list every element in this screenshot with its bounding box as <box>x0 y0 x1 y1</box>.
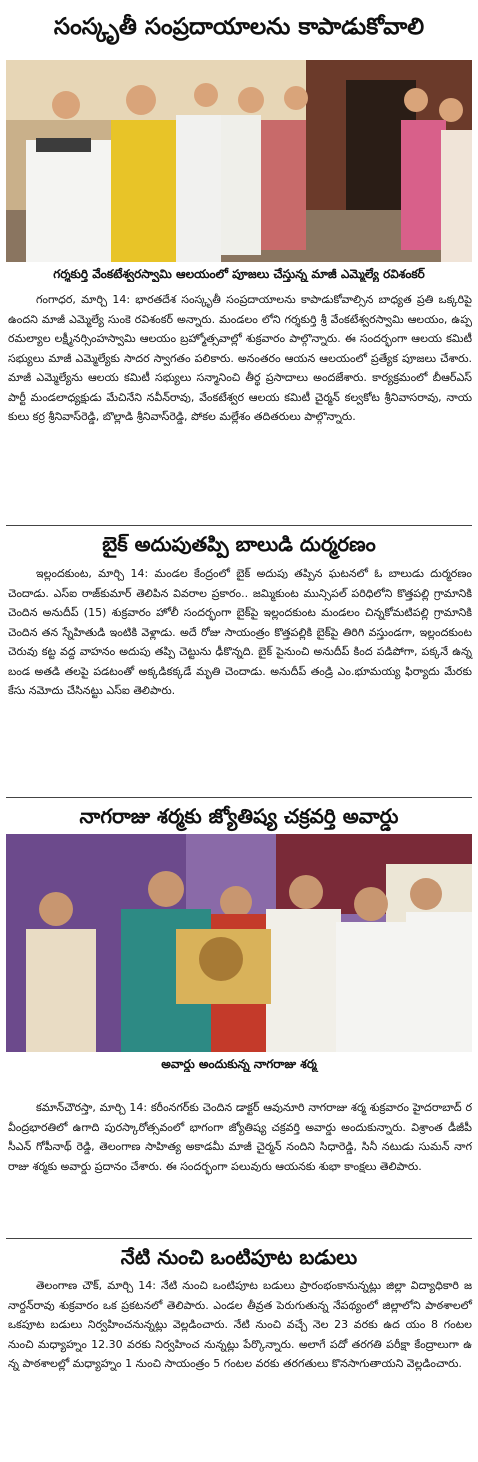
article-2-body <box>8 564 472 794</box>
divider <box>6 525 472 526</box>
divider <box>6 797 472 798</box>
article-1-headline: సంస్కృతీ సంప్రదాయాలను కాపాడుకోవాలి <box>53 14 425 40</box>
article-1-text: గంగాధర, మార్చి 14: భారతదేశ సంస్కృతీ సంప్రదాయాలను కాపాడుకోవాల్సిన బాధ్యత ప్రతి ఒక్కరిపై ఉందని మాజీ ఎమ్మెల్యే సుంకె రవిశంకర్ అన్నారు. మండలం లోని గర్శకుర్తి శ్రీ వేంకటేశ్వరస్వామి ఆలయం, ఉప్పరమల్యాల లక్ష్మీనర్సింహస్వామి ఆలయం బ్రహ్మోత్సవాల్లో శుక్రవారం పాల్గొన్నారు. ఈ సందర్భంగా ఆలయ కమిటీ సభ్యులు మాజీ ఎమ్మెల్యేకు సాదర స్వాగతం పలికారు. అనంతరం ఆయన ఆలయంలో ప్రత్యేక పూజలు చేశారు. మాజీ ఎమ్మెల్యేను ఆలయ కమిటీ సభ్యులు సన్మానించి తీర్థ ప్రసాదాలు అందజేశారు. కార్యక్రమంలో బీఆర్ఎస్ పార్టీ మండలాధ్యక్షుడు మేచినేని నవీన్‌రావు, వేంకటేశ్వర ఆలయ కమిటీ చైర్మన్ కల్వకోట శ్రీనివాసరావు, నాయకులు కర్ర శ్రీనివాస్‌రెడ్డి, బొల్లాడి శ్రీనివాస్‌రెడ్డి, పోకల మల్లేశం తదితరులు పాల్గొన్నారు. <box>8 293 472 423</box>
article-3-body <box>8 1098 472 1234</box>
award-ceremony-photo <box>6 834 472 1052</box>
temple-photo-caption: గర్శకుర్తి వేంకటేశ్వరస్వామి ఆలయంలో పూజలు చేస్తున్న మాజీ ఎమ్మెల్యే రవిశంకర్ <box>53 267 425 281</box>
divider <box>6 1238 472 1239</box>
article-2-headline: బైక్ అదుపుతప్పి బాలుడి దుర్మరణం <box>102 532 376 556</box>
article-4-text: తెలంగాణ చౌక్, మార్చి 14: నేటి నుంచి ఒంటిపూట బడులు ప్రారంభంకానున్నట్లు జిల్లా విద్యాధికారి జనార్దన్‌రావు శుక్రవారం ఒక ప్రకటనలో తెలిపారు. ఎండల తీవ్రత పెరుగుతున్న నేపథ్యంలో జిల్లాలోని పాఠశాలలో ఒకపూట బడులు నిర్వహించనున్నట్లు వెల్లడించారు. నేటి నుంచి వచ్చే నెల 23 వరకు ఉద యం 8 గంటల నుంచి మధ్యాహ్నం 12.30 వరకు నిర్వహించ నున్నట్లు పేర్కొన్నారు. అలాగే పదో తరగతి పరీక్షా కేంద్రాలుగా ఉన్న పాఠశాలల్లో మధ్యాహ్నం 1 నుంచి సాయంత్రం 5 గంటల వరకు తరగతులు కొనసాగుతాయని వెల్లడించారు. <box>8 1279 472 1370</box>
article-3-headline: నాగరాజు శర్మకు జ్యోతిష్య చక్రవర్తి అవార్డు <box>79 804 399 828</box>
article-4-headline: నేటి నుంచి ఒంటిపూట బడులు <box>120 1245 358 1269</box>
article-4-body <box>8 1276 472 1456</box>
article-3-text: కమాన్‌చౌరస్తా, మార్చి 14: కరీంనగర్‌కు చెందిన డాక్టర్ ఆవునూరి నాగరాజు శర్మ శుక్రవారం హైదరాబాద్ రవీంద్రభారతిలో ఉగాది పురస్కారోత్సవంలో భాగంగా జ్యోతిష్య చక్రవర్తి అవార్డు అందుకున్నారు. విశ్రాంత డీజీపీ సీఎన్ గోపీనాథ్ రెడ్డి, తెలంగాణ సాహిత్య అకాడమీ మాజీ చైర్మన్ నందిని సిధారెడ్డి, సినీ నటుడు సుమన్ నాగరాజు శర్మకు అవార్డు ప్రదానం చేశారు. ఈ సందర్భంగా పలువురు ఆయనకు శుభా కాంక్షలు తెలిపారు. <box>8 1101 472 1173</box>
award-photo-caption: అవార్డు అందుకున్న నాగరాజు శర్మ <box>161 1057 317 1071</box>
temple-puja-photo <box>6 60 472 262</box>
article-2-text: ఇల్లందకుంట, మార్చి 14: మండల కేంద్రంలో బైక్ అదుపు తప్పిన ఘటనలో ఓ బాలుడు దుర్మరణం చెందాడు. ఎస్ఐ రాజ్‌కుమార్ తెలిపిన వివరాల ప్రకారం.. జమ్మికుంట మున్సిపల్ పరిధిలోని కొత్తపల్లి గ్రామానికి చెందిన అనుదీప్ (15) శుక్రవారం హోలీ సందర్భంగా బైక్‌పై ఇల్లందకుంట మండలం చిన్నకోమటిపల్లి గ్రామానికి చెందిన తన స్నేహితుడి ఇంటికి వెళ్లాడు. అదే రోజు సాయంత్రం కొత్తపల్లికి బైక్‌పై తిరిగి వస్తుండగా, ఇల్లందకుంట చెరువు కట్ట వద్ద వాహనం అదుపు తప్పి చెట్టును ఢీకొన్నది. బైక్ పైనుంచి అనుదీప్ కింద పడిపోగా, పక్కనే ఉన్న బండ అతడి తలపై పడటంతో అక్కడికక్కడే మృతి చెందాడు. అనుదీప్ తండ్రి ఎం.భూమయ్య ఫిర్యాదు మేరకు కేసు నమోదు చేసినట్టు ఎస్ఐ తెలిపారు. <box>8 567 472 697</box>
article-1-body <box>8 290 472 520</box>
